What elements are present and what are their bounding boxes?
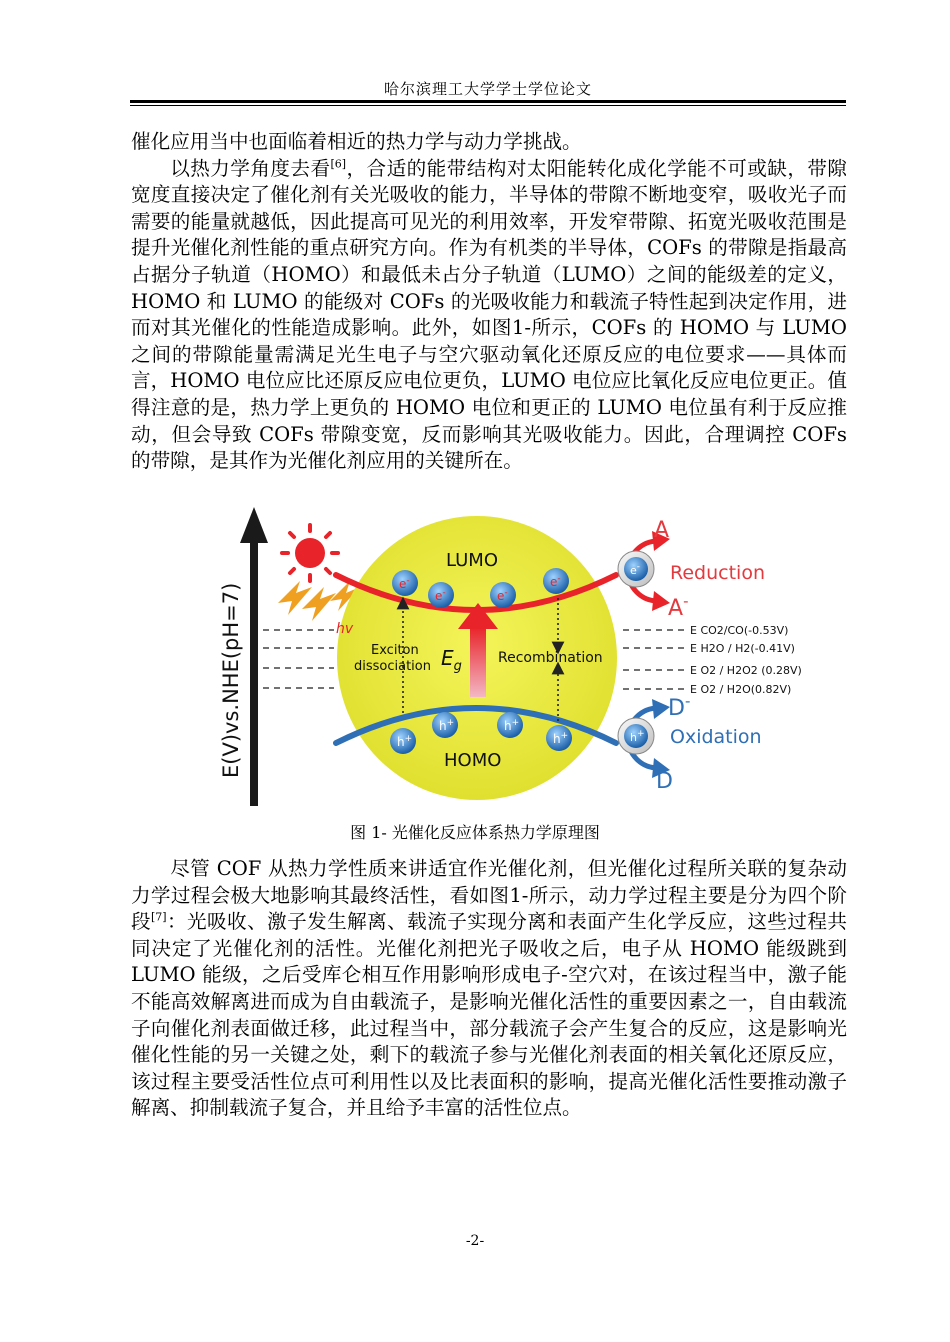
running-header: 哈尔滨理工大学学士学位论文 bbox=[383, 80, 592, 98]
electron-symbol: e bbox=[435, 589, 443, 603]
potential-label: E O2 / H2O2 (0.28V) bbox=[690, 664, 802, 677]
header-rule-thin bbox=[130, 105, 846, 106]
hole-particle bbox=[390, 728, 416, 754]
citation-ref: [6] bbox=[330, 157, 347, 171]
exciton-label-line2: dissociation bbox=[354, 659, 431, 674]
potential-label: E H2O / H2(-0.41V) bbox=[690, 642, 795, 655]
hole-symbol: h bbox=[439, 719, 447, 733]
electron-particle bbox=[490, 582, 516, 608]
paragraph-continuation: 催化应用当中也面临着相近的热力学与动力学挑战。 bbox=[131, 130, 582, 153]
electron-sign: - bbox=[406, 576, 410, 586]
hv-label: hv bbox=[336, 621, 354, 637]
hole-symbol: h bbox=[630, 731, 637, 744]
electron-sign: - bbox=[504, 588, 508, 598]
electron-particle bbox=[543, 568, 569, 594]
text-block-top bbox=[131, 129, 847, 475]
potential-label: E O2 / H2O(0.82V) bbox=[690, 683, 792, 696]
paragraph-text: 以热力学角度去看 bbox=[170, 156, 331, 180]
oxidation-cycle bbox=[618, 699, 670, 778]
lumo-label: LUMO bbox=[446, 550, 499, 571]
hole-symbol: h bbox=[504, 719, 512, 733]
electron-sign: - bbox=[636, 562, 641, 572]
paragraph-text: ，合适的能带结构对太阳能转化成化学能不可或缺，带隙宽度直接决定了催化剂有关光吸收的能力，半导体的带隙不断地变窄，吸收光子而需要的能量就越低，因此提高可见光的利用效率，开发窄带隙、拓宽光吸收范围是提升光催化剂性能的重点研究方向。作为有机类的半导体，COFs 的带隙是指最高占据分子轨道（HOMO）和最低未占分子轨道（LUMO）之间的能级差的定义，HOMO 和 LUMO 的能级对 COFs 的光吸收能力和载流子特性起到决定作用，进而对其光催化的性能造成影响。此外，如图1-所示，COFs 的 HOMO 与 LUMO 之间的带隙能量需满足光生电子与空穴驱动氧化还原反应的电位要求——具体而言，HOMO 电位应比还原反应电位更负，LUMO 电位应比氧化反应电位更正。值得注意的是，热力学上更负的 HOMO 电位和更正的 LUMO 电位虽有利于反应推动，但会导致 COFs 带隙变宽，反而影响其光吸收能力。因此，合理调控 COFs 的带隙，是其作为光催化剂应用的关键所在。 bbox=[131, 156, 848, 473]
paragraph-kinetics bbox=[131, 856, 847, 1122]
homo-label: HOMO bbox=[444, 750, 502, 771]
potential-labels bbox=[690, 624, 802, 696]
hole-sign: + bbox=[446, 718, 455, 728]
page-number: -2- bbox=[465, 1233, 485, 1249]
photocatalysis-diagram bbox=[218, 503, 828, 808]
hole-particle bbox=[546, 725, 572, 751]
eg-label: E bbox=[441, 646, 454, 670]
paragraph-text: ：光吸收、激子发生解离、载流子实现分离和表面产生化学反应，这些过程共同决定了光催化剂的活性。光催化剂把光子吸收之后，电子从 HOMO 能级跳到 LUMO 能级，之后受库仑相互作用影响形成电子-空穴对，在该过程当中，激子能不能高效解离进而成为自由载流子，是影响光催化活性的重要因素之一，自由载流子向催化剂表面做迁移，此过程当中，部分载流子会产生复合的反应，这是影响光催化性能的另一关键之处，剩下的载流子参与光催化剂表面的相关氧化还原反应，该过程主要受活性位点可利用性以及比表面积的影响，提高光催化活性要推动激子解离、抑制载流子复合，并且给予丰富的活性位点。 bbox=[131, 910, 848, 1120]
hole-sign: + bbox=[560, 731, 569, 741]
header-rule-thick bbox=[130, 100, 846, 103]
reduction-cycle bbox=[618, 531, 670, 611]
species-d-label: D bbox=[656, 769, 673, 794]
electron-symbol: e bbox=[497, 589, 505, 603]
svg-text:A- bbox=[668, 592, 688, 621]
text-block-bottom bbox=[131, 856, 847, 1122]
sun-icon bbox=[282, 525, 338, 581]
potential-label: E CO2/CO(-0.53V) bbox=[690, 624, 789, 637]
electron-symbol: e bbox=[550, 575, 558, 589]
electron-particle bbox=[392, 570, 418, 596]
hole-sign: + bbox=[636, 729, 645, 739]
hole-symbol: h bbox=[553, 732, 561, 746]
paragraph-text: 尽管 COF 从热力学性质来讲适宜作光催化剂，但光催化过程所关联的复杂动力学过程会极大地影响其最终活性，看如图1-所示，动力学过程主要是分为四个阶段 bbox=[131, 857, 847, 934]
electron-sign: - bbox=[442, 588, 446, 598]
species-d-minus-label: D bbox=[668, 696, 685, 721]
figure-caption: 图 1- 光催化反应体系热力学原理图 bbox=[350, 823, 600, 842]
species-a-minus-sign: - bbox=[683, 592, 689, 610]
hole-particle bbox=[497, 712, 523, 738]
paragraph-thermodynamics bbox=[131, 156, 847, 475]
oxidation-label: Oxidation bbox=[670, 726, 762, 748]
electron-sign: - bbox=[557, 574, 561, 584]
hole-sign: + bbox=[511, 718, 520, 728]
recombination-label: Recombination bbox=[498, 650, 603, 666]
hole-sign: + bbox=[404, 734, 413, 744]
hole-particle bbox=[432, 712, 458, 738]
eg-subscript: g bbox=[453, 659, 462, 674]
reduction-label: Reduction bbox=[670, 562, 765, 584]
electron-symbol: e bbox=[630, 564, 637, 577]
svg-text:D- bbox=[668, 692, 690, 721]
hole-symbol: h bbox=[397, 735, 405, 749]
electron-particle bbox=[428, 582, 454, 608]
species-a-minus-label: A bbox=[668, 596, 684, 621]
exciton-label-line1: Exciton bbox=[371, 643, 419, 658]
axis-label: E(V)vs.NHE(pH=7) bbox=[219, 582, 243, 778]
citation-ref: [7] bbox=[151, 910, 167, 924]
species-d-minus-sign: - bbox=[684, 692, 691, 710]
species-a-label: A bbox=[654, 518, 670, 543]
energy-axis bbox=[219, 507, 268, 806]
electron-symbol: e bbox=[399, 577, 407, 591]
